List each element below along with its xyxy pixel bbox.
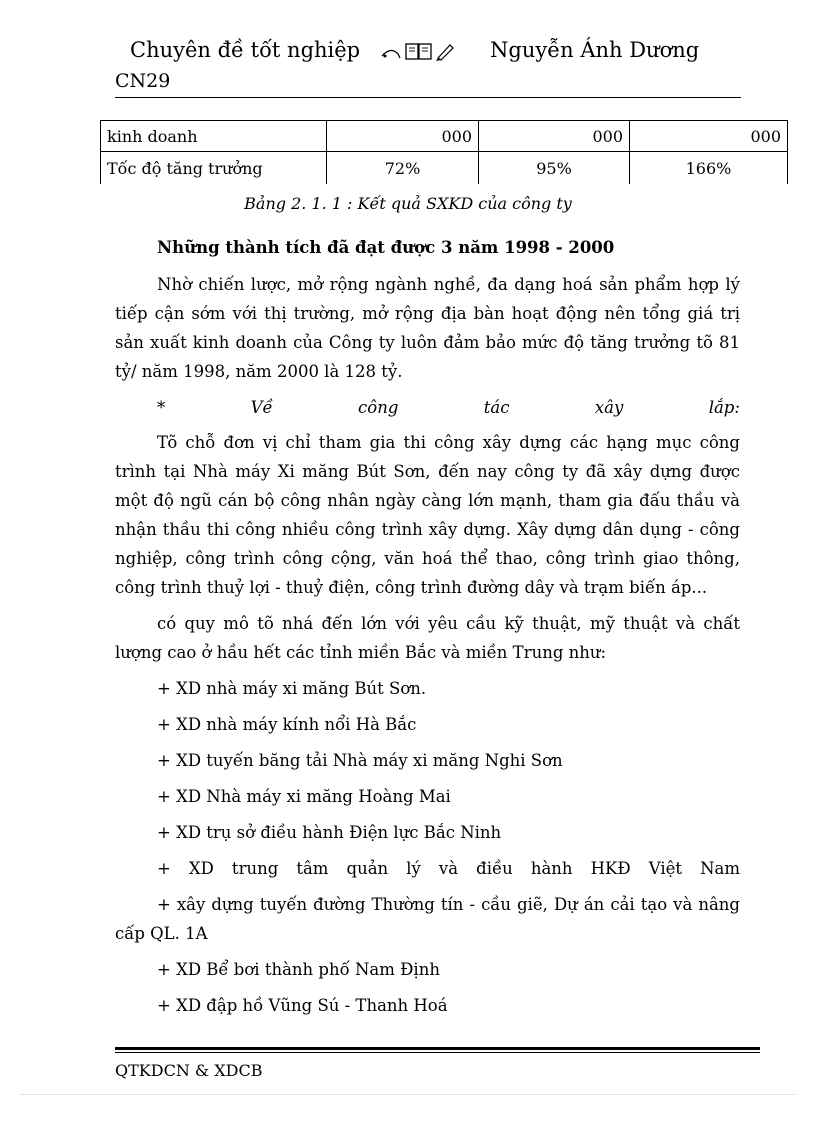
list-item: + XD Nhà máy xi măng Hoàng Mai: [157, 787, 451, 806]
table-cell: 000: [479, 121, 630, 152]
subheading-word: *: [157, 398, 166, 417]
table-caption: Bảng 2. 1. 1 : Kết quả SXKD của công ty: [244, 194, 572, 213]
header-class-code: CN29: [115, 70, 171, 92]
list-item: + XD Bể bơi thành phố Nam Định: [157, 960, 440, 979]
paragraph: Tõ chỗ đơn vị chỉ tham gia thi công xây dựng các hạng mục công trình tại Nhà máy Xi măng Bút Sơn, đến nay công ty đã xây dựng được một độ ngũ cán bộ công nhân ngày càng lớn mạnh, tham gia đấu thầu và nhận thầu thi công nhiều công trình xây dựng. Xây dựng dân dụng - công nghiệp, công trình công cộng, văn hoá thể thao, công trình giao thông, công trình thuỷ lợi - thuỷ điện, công trình đường dây và trạm biến áp...: [115, 433, 740, 597]
page-edge-dotted-line: [20, 1094, 796, 1095]
table-row-label: Tốc độ tăng trưởng: [101, 152, 327, 185]
table-row: [101, 121, 788, 152]
list-item: + XD đập hồ Vũng Sú - Thanh Hoá: [157, 996, 448, 1015]
table-cell: 000: [630, 121, 788, 152]
footer-divider: [115, 1047, 760, 1050]
subsection-heading: [115, 393, 740, 422]
paragraph: Nhờ chiến lược, mở rộng ngành nghề, đa dạng hoá sản phẩm hợp lý tiếp cận sớm với thị trường, mở rộng địa bàn hoạt động nên tổng giá trị sản xuất kinh doanh của Công ty luôn đảm bảo mức độ tăng trưởng tõ 81 tỷ/ năm 1998, năm 2000 là 128 tỷ.: [115, 275, 740, 381]
list-item: + XD tuyến băng tải Nhà máy xi măng Nghi Sơn: [157, 751, 563, 770]
body-text: [115, 233, 740, 1027]
header-divider: [115, 97, 741, 98]
book-pen-ornament-icon: [380, 40, 460, 62]
table-cell: 95%: [479, 152, 630, 185]
footer-text: QTKDCN & XDCB: [115, 1061, 263, 1080]
list-item: + XD nhà máy kính nổi Hà Bắc: [157, 715, 417, 734]
subheading-word: xây: [594, 398, 624, 417]
table-cell: 000: [327, 121, 479, 152]
results-table: [100, 120, 788, 184]
table-row: [101, 152, 788, 185]
subheading-word: tác: [483, 398, 510, 417]
header-title: Chuyên đề tốt nghiệp: [130, 38, 361, 62]
table-row-label: kinh doanh: [101, 121, 327, 152]
list-item: + XD nhà máy xi măng Bút Sơn.: [157, 679, 427, 698]
list-item: + XD trụ sở điều hành Điện lực Bắc Ninh: [157, 823, 502, 842]
footer-divider-thin: [115, 1052, 760, 1053]
table-cell: 166%: [630, 152, 788, 185]
header-author: Nguyễn Ánh Dương: [490, 38, 700, 62]
subheading-word: công: [358, 398, 399, 417]
list-item: + xây dựng tuyến đường Thường tín - cầu giẽ, Dự án cải tạo và nâng cấp QL. 1A: [115, 895, 740, 943]
table-cell: 72%: [327, 152, 479, 185]
section-heading: Những thành tích đã đạt được 3 năm 1998 - 2000: [157, 238, 615, 257]
subheading-word: lắp:: [708, 398, 740, 417]
list-item: + XD trung tâm quản lý và điều hành HKĐ Việt Nam: [157, 859, 740, 878]
paragraph: có quy mô tõ nhá đến lớn với yêu cầu kỹ thuật, mỹ thuật và chất lượng cao ở hầu hết các tỉnh miền Bắc và miền Trung như:: [115, 614, 740, 662]
subheading-word: Về: [250, 398, 273, 417]
